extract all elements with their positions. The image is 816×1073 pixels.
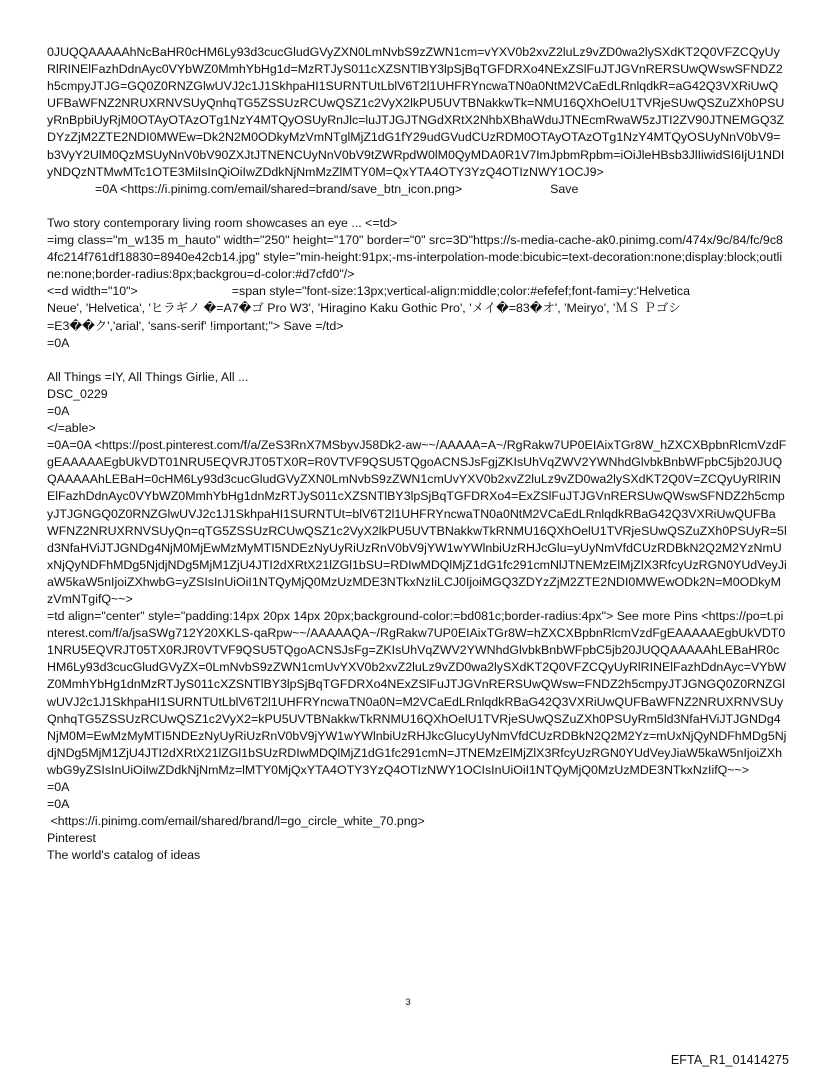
brand-tagline: The world's catalog of ideas: [47, 848, 201, 863]
span-style-markup-1: =span style="font-size:13px;vertical-align:middle;color:#efefef;font-fami=y:'Helvetica: [231, 284, 691, 299]
encoded-url-block-1: 0JUQQAAAAAhNcBaHR0cHM6Ly93d3cucGludGVyZXN0LmNvbS9zZWN1cm=vYXV0b2xvZ2luLz9vZD0wa2lySXdKT2Q0VFZCQyUyRlRINElFazhDdnAyc0VYbWZ0MmhYbHg1d=MzRTJyS011cXZSNTlBY3lpSjBqTGFDRXo4NExZSlFuJTJGVnRERSUwQWswSFNDZ2h5cmpyJTJG=GQ0Z0RNZGlwUVJ2c1J1SkhpaHI1SURNTUtLblV6T2l1UHFRYncwaTN0a0NtM2VCaEdLRnlqdkR=aG42Q3VXRiUwQUFBaWFNZ2NRUXRNVSUyQnhqTG5ZSSUzRCUwQSZ1c2VyX2lkPU5UVTBNakkwTk=NMU16QXhOelU1TVRjeSUwQSZuZXh0PSUyRnBpbiUyRjM0OTAyOTAzOTg1NzY4MTQyOSUyRnJlc=luJTJGJTNGdXRtX2NhbXBhaWduJTNEcmRwaW5zJTI2ZV90JTNEMGQ3ZDYzZjM2ZTE2NDI0MWEw=Dk2N2M0ODkyMzVmNTglMjZ1dG1fY29udGVudCUzRDM0OTAyOTAzOTg1NzY4MTQyOSUyNnV0bV9=b3VyY2UlM0QzMSUyNnV0bV90ZXJtJTNENCUyNnV0bV9tZWRpdW0lM0QyMDA0R1V7ImJpbmRpbm=iOiJleHBsb3JlIiwidSI6IjU1NDIyNDQzNTMwMTc1OTE3MiIsInQiOiIwZDdkNjNmMzZlMTY0M=QxYTA4OTY3YzQ4OTIzNWY1OCJ9>: [47, 45, 785, 179]
pin-title: Two story contemporary living room showcases an eye ... <=td>: [47, 215, 398, 230]
td-width-markup: <=d width="10">: [47, 284, 138, 299]
page-number: 3: [405, 997, 411, 1008]
spacer: [47, 352, 787, 369]
save-label: Save: [550, 181, 579, 196]
email-source-text: [47, 44, 787, 865]
encoded-newline: =0A: [47, 335, 70, 350]
encoded-newline: =0A: [47, 403, 70, 418]
span-style-markup-3: =E3��ク','arial', 'sans-serif' !important;"> Save =/td>: [47, 318, 344, 333]
img-tag-markup: =img class="m_w135 m_hauto" width="250" height="170" border="0" src=3D"https://s-media-cache-ak0.pinimg.com/474x/9c/84/fc/9c84fc214f761df18830=8940e42cb14.jpg" style="min-height:91px;-ms-interpolation-mode:bicubic=text-decoration:none;display:block;outline:none;border-radius:8px;backgrou=d-color:#d7cfd0"/>: [47, 233, 783, 282]
logo-link[interactable]: <https://i.pinimg.com/email/shared/brand/l=go_circle_white_70.png>: [47, 814, 425, 829]
brand-name: Pinterest: [47, 831, 96, 846]
image-filename: DSC_0229: [47, 386, 108, 401]
spacer: [47, 198, 787, 215]
board-title: All Things =IY, All Things Girlie, All ...: [47, 369, 249, 384]
bates-number: EFTA_R1_01414275: [670, 1053, 789, 1067]
encoded-url-block-2[interactable]: =0A=0A <https://post.pinterest.com/f/a/ZeS3RnX7MSbyvJ58Dk2-aw~~/AAAAA=A~/RgRakw7UP0EIAixTGr8W_hZXCXBpbnRlcmVzdFgEAAAAAEgbUkVDT01NRU5EQVRJT05TX0R=R0VTVF9QSU5TQgoACNSJsFgjZKIsUhVqZWV2YWNhdGlvbkBnbWFpbC5jb20JUQQAAAAAhLEBaH=0cHM6Ly93d3cucGludGVyZXN0LmNvbS9zZWN1cmUvYXV0b2xvZ2luLz9vZD0wa2lySXdKT2Q0V=ZCQyUyRlRINElFazhDdnAyc0VYbWZ0MmhYbHg1dnMzRTJyS011cXZSNTlBY3lpSjBqTGFDRXo4=ExZSlFuJTJGVnRERSUwQWswSFNDZ2h5cmpyJTJGNGQ0Z0RNZGlwUVJ2c1J1SkhpaHI1SURNTUt=blV6T2l1UHFRYncwaTN0a0NtM2VCaEdLRnlqdkRBaG42Q3VXRiUwQUFBaWFNZ2NRUXRNVSUyQn=qTG5ZSSUzRCUwQSZ1c2VyX2lkPU5UVTBNakkwTkRNMU16QXhOelU1TVRjeSUwQSZuZXh0PSUyR=5ld3NfaHViJTJGNDg4NjM0MjEwMzMyMTI5NDEzNyUyRiUzRnV0bV9jYW1wYWlnbiUzRHJcGlu=yUyNmVfdCUzRDBkN2Q2M2YzNmUxNjQyNDFhMDg5NjdjNDg5MjM1ZjU4JTI2dXRtX21lZGl1bSU=RDIwMDQlMjZ1dG1fc291cmNlJTNEMzElMjZlX3RfcyUzRGN0YUdVeyJiaW5kaW5nIjoiZXhwbG=yZSIsInUiOiI1NTQyMjQ0MzUzMDE3NTkxNzIiLCJ0IjoiMGQ3ZDYzZjM2ZTE2NDI0MWEwODk2N=M0ODkyMzVmNTgifQ~~>: [47, 438, 787, 606]
td-span-line: [47, 283, 787, 300]
end-table-markup: </=able>: [47, 421, 96, 436]
save-icon-link[interactable]: =0A <https://i.pinimg.com/email/shared=brand/save_btn_icon.png>: [95, 181, 463, 196]
span-style-markup-2: Neue', 'Helvetica', 'ヒラギノ �=A7�ゴ Pro W3', 'Hiragino Kaku Gothic Pro', 'メイ�=83�オ', 'Meiryo', 'ＭＳ Ｐゴシ: [47, 301, 681, 316]
encoded-newline: =0A: [47, 797, 70, 812]
encoded-newline: =0A: [47, 780, 70, 795]
save-link-line: [47, 181, 787, 198]
see-more-pins-markup[interactable]: =td align="center" style="padding:14px 20px 14px 20px;background-color:=bd081c;border-radius:4px"> See more Pins <https://po=t.pinterest.com/f/a/jsaSWg712Y20XKLS-qaRpw~~/AAAAAQA~/RgRakw7UP0EIAixTGr8W=hZXCXBpbnRlcmVzdFgEAAAAAEgbUkVDT01NRU5EQVRJT05TX0RJR0VTVF9QSU5TQgoACNSJsFg=ZKIsUhVqZWV2YWNhdGlvbkBnbWFpbC5jb20JUQQAAAAAhLEBaHR0cHM6Ly93d3cucGludGVyZX=0LmNvbS9zZWN1cmUvYXV0b2xvZ2luLz9vZD0wa2lySXdKT2Q0VFZCQyUyRlRINElFazhDdnAyc=VYbWZ0MmhYbHg1dnMzRTJyS011cXZSNTlBY3lpSjBqTGFDRXo4NExZSlFuJTJGVnRERSUwQWsw=FNDZ2h5cmpyJTJGNGQ0Z0RNZGlwUVJ2c1J1SkhpaHI1SURNTUtLblV6T2l1UHFRYncwaTN0a0N=M2VCaEdLRnlqdkRBaG42Q3VXRiUwQUFBaWFNZ2NRUXRNVSUyQnhqTG5ZSSUzRCUwQSZ1c2VyX2=kPU5UVTBNakkwTkRNMU16QXhOelU1TVRjeSUwQSZuZXh0PSUyRm5ld3NfaHViJTJGNDg4NjM0M=EwMzMyMTI5NDEzNyUyRiUzRnV0bV9jYW1wYWlnbiUzRHJkcGlucyUyNmVfdCUzRDBkN2Q2M2Yz=mUxNjQyNDFhMDg5NjdjNDg5MjM1ZjU4JTI2dXRtX21lZGl1bSUzRDIwMDQlMjZ1dG1fc291cmN=JTNEMzElMjZlX3RfcyUzRGN0YUdVeyJiaW5kaW5nIjoiZXhwbG9yZSIsInUiOiIwZDdkNjNmMz=lMTY0MjQxYTA4OTY3YzQ4OTIzNWY1OCIsInUiOiI1NTQyMjQ0MzUzMDE3NTkxNzIifQ~~>: [47, 609, 787, 777]
